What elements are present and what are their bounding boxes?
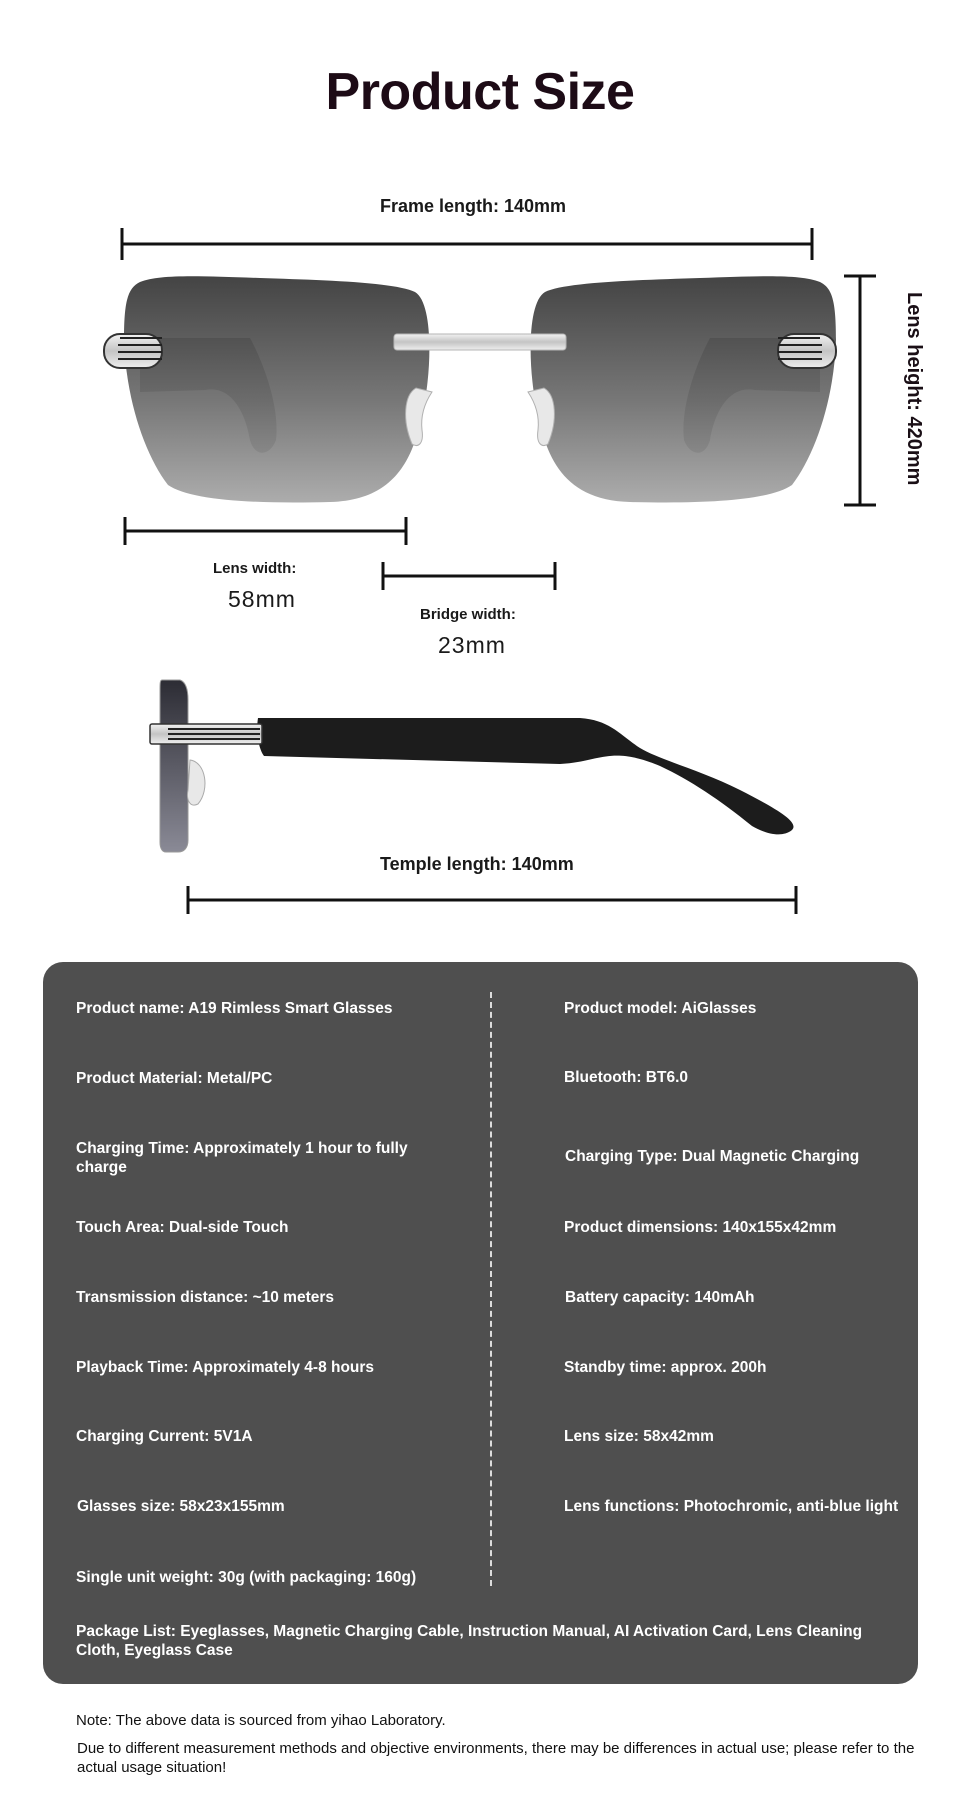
spec-right-item: Battery capacity: 140mAh — [565, 1289, 755, 1306]
page-title: Product Size — [325, 63, 635, 121]
spec-right-item: Lens size: 58x42mm — [564, 1428, 714, 1445]
package-list: Package List: Eyeglasses, Magnetic Charging Cable, Instruction Manual, AI Activation Card, Lens Cleaning Cloth, Eyeglass Case — [76, 1623, 863, 1659]
spec-right-item: Standby time: approx. 200h — [564, 1359, 767, 1376]
spec-right-item: Product dimensions: 140x155x42mm — [564, 1219, 837, 1236]
spec-left-item: Transmission distance: ~10 meters — [76, 1289, 335, 1306]
right-lens — [531, 276, 836, 502]
spec-left-item: Glasses size: 58x23x155mm — [77, 1498, 285, 1515]
side-nose-pad — [187, 760, 204, 805]
lens-width-line — [125, 517, 406, 545]
temple-length-line — [188, 886, 796, 914]
frame-length-label: Frame length: 140mm — [380, 196, 567, 216]
bridge-width-value: 23mm — [438, 632, 506, 658]
lens-width-label: Lens width: — [213, 560, 297, 577]
lens-width-value: 58mm — [228, 586, 296, 612]
spec-right-item: Charging Type: Dual Magnetic Charging — [565, 1148, 860, 1165]
right-hinge — [778, 334, 836, 368]
left-nose-pad — [406, 388, 432, 445]
spec-left-item: Single unit weight: 30g (with packaging: 160g) — [76, 1569, 417, 1586]
glasses-side-illustration — [150, 680, 793, 852]
side-lens — [160, 680, 188, 852]
lens-height-label: Lens height: 420mm — [903, 292, 925, 486]
left-lens — [124, 276, 429, 502]
disclaimer-note: Due to different measurement methods and objective environments, there may be differences in actual use; please refer to the actual usage situation! — [77, 1740, 915, 1776]
spec-divider — [490, 992, 492, 1586]
spec-left-item: Product Material: Metal/PC — [76, 1070, 273, 1087]
left-hinge — [104, 334, 162, 368]
spec-right-item: Lens functions: Photochromic, anti-blue light — [564, 1498, 899, 1515]
bridge-width-line — [383, 562, 555, 590]
side-temple — [257, 718, 793, 834]
frame-length-line — [122, 228, 812, 260]
bridge-bar — [394, 334, 566, 350]
spec-right-item: Product model: AiGlasses — [564, 1000, 757, 1017]
spec-right-item: Bluetooth: BT6.0 — [564, 1069, 688, 1086]
bridge-width-label: Bridge width: — [420, 606, 516, 623]
lens-height-line — [844, 276, 876, 505]
spec-left-item: Playback Time: Approximately 4-8 hours — [76, 1359, 375, 1376]
spec-left-item: Product name: A19 Rimless Smart Glasses — [76, 1000, 393, 1017]
spec-left-item: Touch Area: Dual-side Touch — [76, 1219, 289, 1236]
source-note: Note: The above data is sourced from yihao Laboratory. — [76, 1712, 446, 1729]
spec-left-item: Charging Time: Approximately 1 hour to fully charge — [76, 1140, 408, 1176]
right-nose-pad — [528, 388, 554, 445]
spec-panel — [43, 962, 918, 1684]
temple-length-label: Temple length: 140mm — [380, 854, 574, 874]
spec-left-item: Charging Current: 5V1A — [76, 1428, 253, 1445]
